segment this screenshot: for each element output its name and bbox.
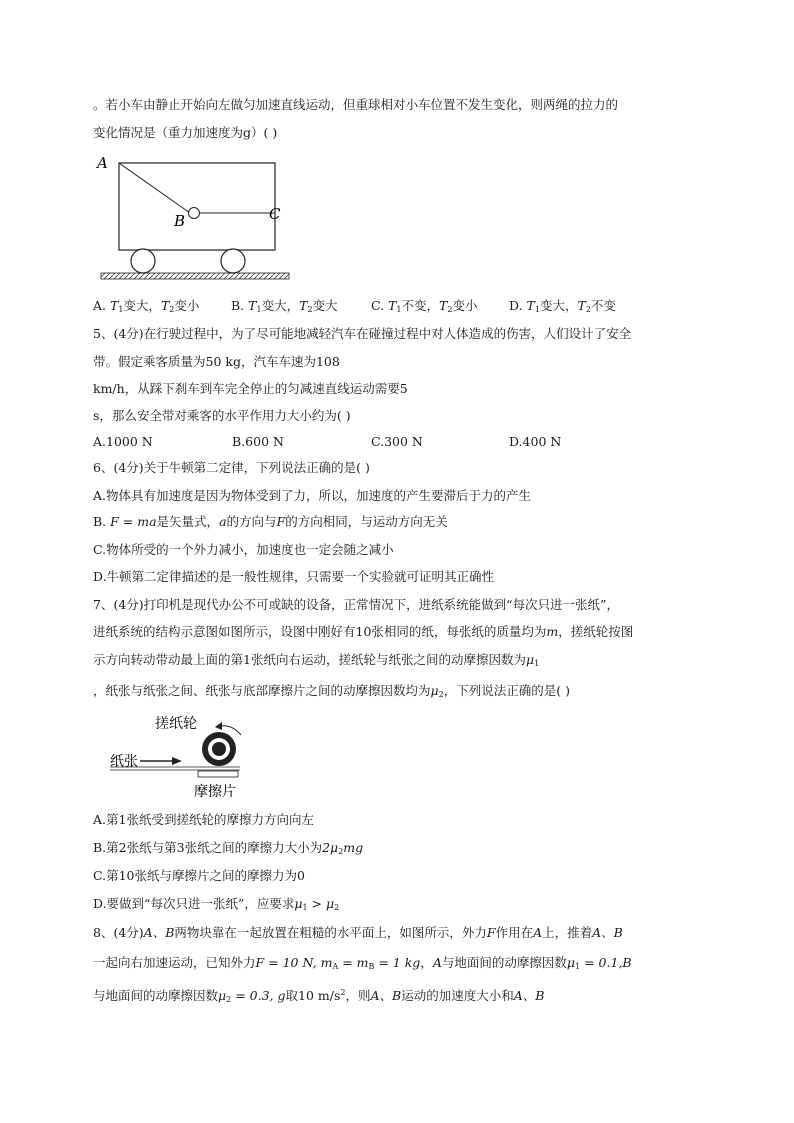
q7-option-a[interactable]: A.第1张纸受到搓纸轮的摩擦力方向向左	[93, 812, 314, 827]
q4-option-c[interactable]: C. $T_1$不变，$T_2$变小	[371, 298, 478, 314]
q4-label-c: C	[269, 205, 281, 223]
q6-option-b[interactable]: B. F = ma是矢量式，a的方向与F的方向相同，与运动方向无关	[93, 514, 448, 529]
q5-option-c[interactable]: C.300 N	[371, 434, 423, 449]
q7-paper-arrowhead	[172, 757, 182, 765]
q4-stem-line-1: 。若小车由静止开始向左做匀加速直线运动，但重球相对小车位置不发生变化，则两绳的拉力的	[93, 97, 619, 112]
q4-wheel-right	[221, 249, 245, 273]
q7-rotation-arrowhead	[215, 722, 222, 730]
q5-option-d[interactable]: D.400 N	[509, 434, 562, 449]
q8-stem-line-1: 8、(4分)A、B两物块靠在一起放置在粗糙的水平面上，如图所示，外力F作用在A上，推着A、B	[93, 925, 623, 940]
q5-stem-line-1: 5、(4分)在行驶过程中，为了尽可能地减轻汽车在碰撞过程中对人体造成的伤害，人们设计了安全	[93, 326, 632, 341]
q7-option-b[interactable]: B.第2张纸与第3张纸之间的摩擦力大小为$2\mu_2mg$	[93, 840, 364, 856]
q8-stem-line-2: 一起向右加速运动，已知外力F = 10 N, $m_A = m_B = 1$ kg，A与地面间的动摩擦因数$\mu_1 = 0.1,B$	[93, 955, 632, 971]
q7-printer-figure	[110, 712, 260, 804]
q4-option-b[interactable]: B. $T_1$变大，$T_2$变大	[231, 298, 338, 314]
q6-stem: 6、(4分)关于牛顿第二定律，下列说法正确的是( )	[93, 460, 370, 475]
q5-option-b[interactable]: B.600 N	[232, 434, 284, 449]
q4-option-d[interactable]: D. $T_1$变大，$T_2$不变	[509, 298, 616, 314]
q4-cart-body	[119, 163, 275, 250]
q4-ground	[101, 273, 289, 279]
q7-roller-hub	[212, 742, 226, 756]
q7-option-c[interactable]: C.第10张纸与摩擦片之间的摩擦力为0	[93, 868, 305, 883]
q4-stem-line-2: 变化情况是（重力加速度为g）( )	[93, 125, 278, 140]
q7-stem-line-3: 示方向转动带动最上面的第1张纸向右运动，搓纸轮与纸张之间的动摩擦因数为$\mu_1$	[93, 652, 540, 668]
q5-option-a[interactable]: A.1000 N	[93, 434, 153, 449]
q8-stem-line-3: 与地面间的动摩擦因数$\mu_2 = 0.3$, g取10 $m/s^2$，则A、B运动的加速度大小和A、B	[93, 988, 545, 1004]
q7-paper-label: 纸张	[110, 754, 138, 770]
q7-stem-line-4: ，纸张与纸张之间、纸张与底部摩擦片之间的动摩擦因数均为$\mu_2$，下列说法正确的是( )	[93, 683, 570, 699]
q6-option-a[interactable]: A.物体具有加速度是因为物体受到了力，所以，加速度的产生要滞后于力的产生	[93, 488, 532, 503]
q6-option-d[interactable]: D.牛顿第二定律描述的是一般性规律，只需要一个实验就可证明其正确性	[93, 569, 495, 584]
q4-wheel-left	[131, 249, 155, 273]
q5-stem-line-3: km/h，从踩下刹车到车完全停止的匀减速直线运动需要5	[93, 381, 408, 396]
q7-stem-line-1: 7、(4分)打印机是现代办公不可或缺的设备，正常情况下，进纸系统能做到“每次只进一张纸”，	[93, 597, 619, 612]
q4-label-a: A	[97, 154, 108, 172]
q5-stem-line-4: s，那么安全带对乘客的水平作用力大小约为( )	[93, 408, 351, 423]
q7-roller-label: 搓纸轮	[155, 716, 197, 732]
q4-option-a[interactable]: A. $T_1$变大，$T_2$变小	[93, 298, 200, 314]
q4-label-b: B	[174, 212, 186, 230]
q7-friction-pad	[198, 771, 238, 777]
q4-cart-figure	[93, 150, 293, 285]
q6-option-c[interactable]: C.物体所受的一个外力减小，加速度也一定会随之减小	[93, 542, 394, 557]
q7-option-d[interactable]: D.要做到“每次只进一张纸”，应要求$\mu_1 > \mu_2$	[93, 896, 340, 912]
q4-rope-ab	[119, 163, 190, 213]
q4-ball	[189, 208, 200, 219]
q7-stem-line-2: 进纸系统的结构示意图如图所示，设图中刚好有10张相同的纸，每张纸的质量均为m，搓纸轮按图	[93, 624, 634, 639]
q7-pad-label: 摩擦片	[194, 784, 236, 800]
q5-stem-line-2: 带。假定乘客质量为50 kg，汽车车速为108	[93, 354, 340, 369]
